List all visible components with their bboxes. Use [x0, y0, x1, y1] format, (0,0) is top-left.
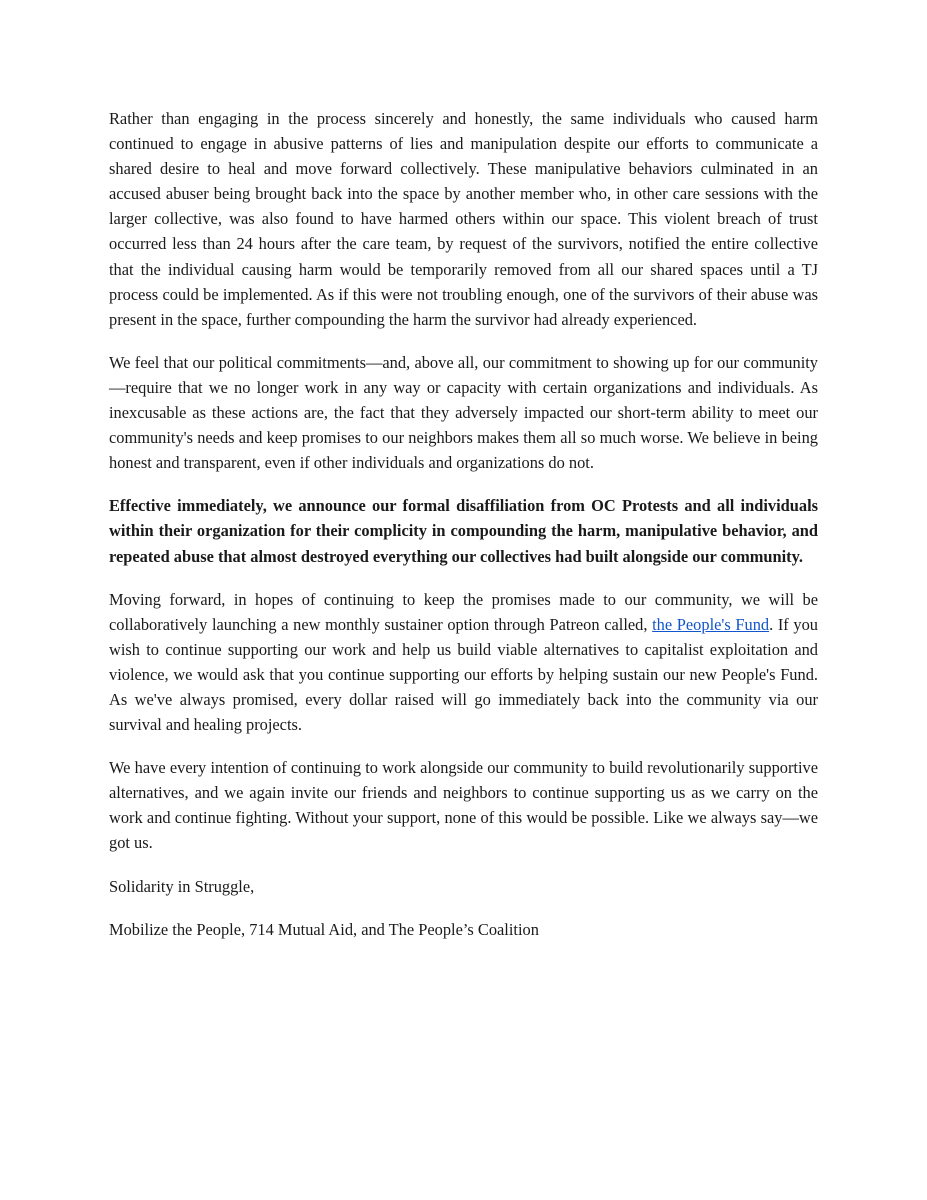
paragraph-peoples-fund	[109, 587, 818, 738]
paragraph-disaffiliation-announcement: Effective immediately, we announce our formal disaffiliation from OC Protests and all individuals within their organization for their complicity in compounding the harm, manipulative behavior, and repeated abuse that almost destroyed everything our collectives had built alongside our community.	[109, 496, 818, 566]
peoples-fund-text-before: Moving forward, in hopes of continuing to keep the promises made to our community, we will be collaboratively launching a new monthly sustainer option through Patreon called,	[109, 589, 818, 634]
closing-salutation: Solidarity in Struggle,	[109, 876, 255, 896]
peoples-fund-text-after: . If you wish to continue supporting our work and help us build viable alternatives to capitalist exploitation and violence, we would ask that you continue supporting our efforts by helping sustain our new People's Fund. As we've always promised, every dollar raised will go immediately back into the community via our survival and healing projects.	[109, 614, 818, 735]
paragraph-continued-support: We have every intention of continuing to work alongside our community to build revolutionarily supportive alternatives, and we again invite our friends and neighbors to continue supporting us as we carry on the work and continue fighting. Without your support, none of this would be possible. Like we always say—we got us.	[109, 758, 818, 853]
document-body	[109, 106, 818, 960]
signature-line: Mobilize the People, 714 Mutual Aid, and The People’s Coalition	[109, 919, 539, 939]
paragraph-political-commitments: We feel that our political commitments—and, above all, our commitment to showing up for our community—require that we no longer work in any way or capacity with certain organizations and individuals. As inexcusable as these actions are, the fact that they adversely impacted our short-term ability to meet our community's needs and keep promises to our neighbors makes them all so much worse. We believe in being honest and transparent, even if other individuals and organizations do not.	[109, 352, 818, 473]
paragraph-breach-of-trust: Rather than engaging in the process sincerely and honestly, the same individuals who caused harm continued to engage in abusive patterns of lies and manipulation despite our efforts to communicate a shared desire to heal and move forward collectively. These manipulative behaviors culminated in an accused abuser being brought back into the space by another member who, in other care sessions with the larger collective, was also found to have harmed others within our space. This violent breach of trust occurred less than 24 hours after the care team, by request of the survivors, notified the entire collective that the individual causing harm would be temporarily removed from all our shared spaces until a TJ process could be implemented. As if this were not troubling enough, one of the survivors of their abuse was present in the space, further compounding the harm the survivor had already experienced.	[109, 109, 818, 329]
peoples-fund-link[interactable]: the People's Fund	[652, 614, 770, 634]
